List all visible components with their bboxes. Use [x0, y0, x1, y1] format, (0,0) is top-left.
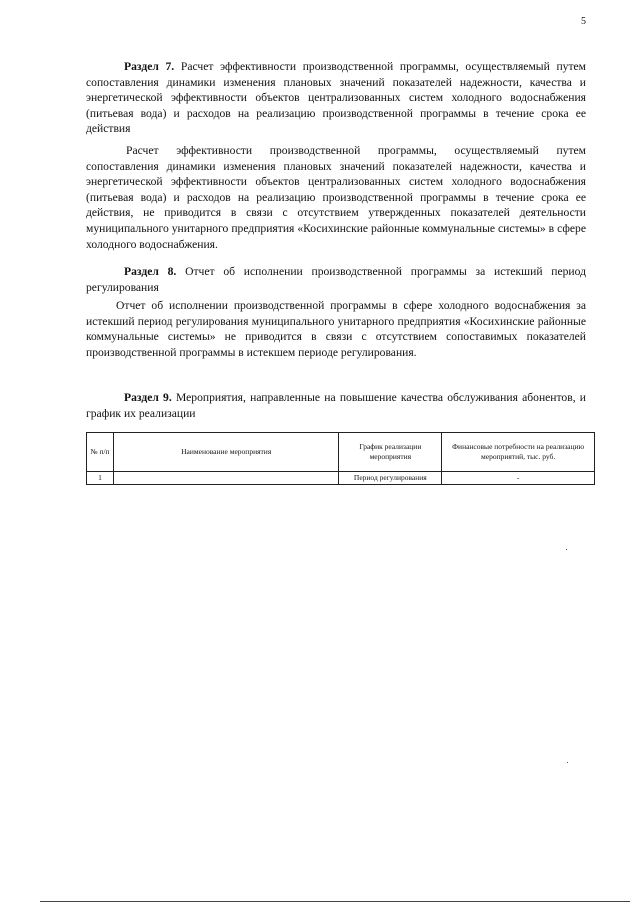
- section-9-label: Раздел 9.: [124, 391, 172, 404]
- page-number: 5: [581, 16, 586, 27]
- header-activity-name: Наименование мероприятия: [114, 433, 339, 472]
- header-finance: Финансовые потребности на реализацию мероприятий, тыс. руб.: [442, 433, 595, 472]
- section-8-heading: [86, 264, 586, 295]
- row-name-cell: [114, 472, 339, 485]
- header-num: № п/п: [87, 433, 114, 472]
- section-7-label: Раздел 7.: [124, 60, 175, 73]
- table-header-row: [87, 433, 595, 472]
- row-finance-cell: -: [442, 472, 595, 485]
- section-7-title: Расчет эффективности производственной программы, осуществляемый путем сопоставления динамики изменения плановых значений показателей надежности, качества и энергетической эффективности объектов централизованных систем холодного водоснабжения (питьевая вода) и расходов на реализацию производственной программы в течение срока ее действия: [86, 60, 587, 136]
- section-8-label: Раздел 8.: [124, 265, 177, 278]
- section-9-heading: [86, 390, 586, 421]
- section-7-body: Расчет эффективности производственной программы, осуществляемый путем сопоставления динамики изменения плановых значений показателей надежности, качества и энергетической эффективности объектов централизованных систем холодного водоснабжения (питьевая вода) и расходов на реализацию производственной программы в течение срока ее действия, не приводится в связи с отсутствием утвержденных показателей деятельности муниципального унитарного предприятия «Косихинские районные коммунальные системы» в сфере холодного водоснабжения.: [86, 144, 586, 251]
- row-schedule-cell: Период регулирования: [339, 472, 442, 485]
- section-7-heading: [86, 59, 586, 137]
- header-schedule: График реализации мероприятия: [339, 433, 442, 472]
- section-9-title: Мероприятия, направленные на повышение качества обслуживания абонентов, и график их реализации: [86, 391, 587, 420]
- table-row: [87, 472, 595, 485]
- section-8-title: Отчет об исполнении производственной программы за истекший период регулирования: [86, 265, 587, 294]
- section-8-body: Отчет об исполнении производственной программы в сфере холодного водоснабжения за истекший период регулирования муниципального унитарного предприятия «Косихинские районные коммунальные системы» не приводится в связи с отсутствием сопоставимых показателей производственной программы в истекшем периоде регулирования.: [86, 299, 586, 359]
- activities-table: [86, 432, 595, 485]
- scan-speck: [566, 549, 567, 550]
- scan-speck: [567, 762, 568, 763]
- page-bottom-edge: [40, 901, 630, 902]
- row-num-cell: 1: [87, 472, 114, 485]
